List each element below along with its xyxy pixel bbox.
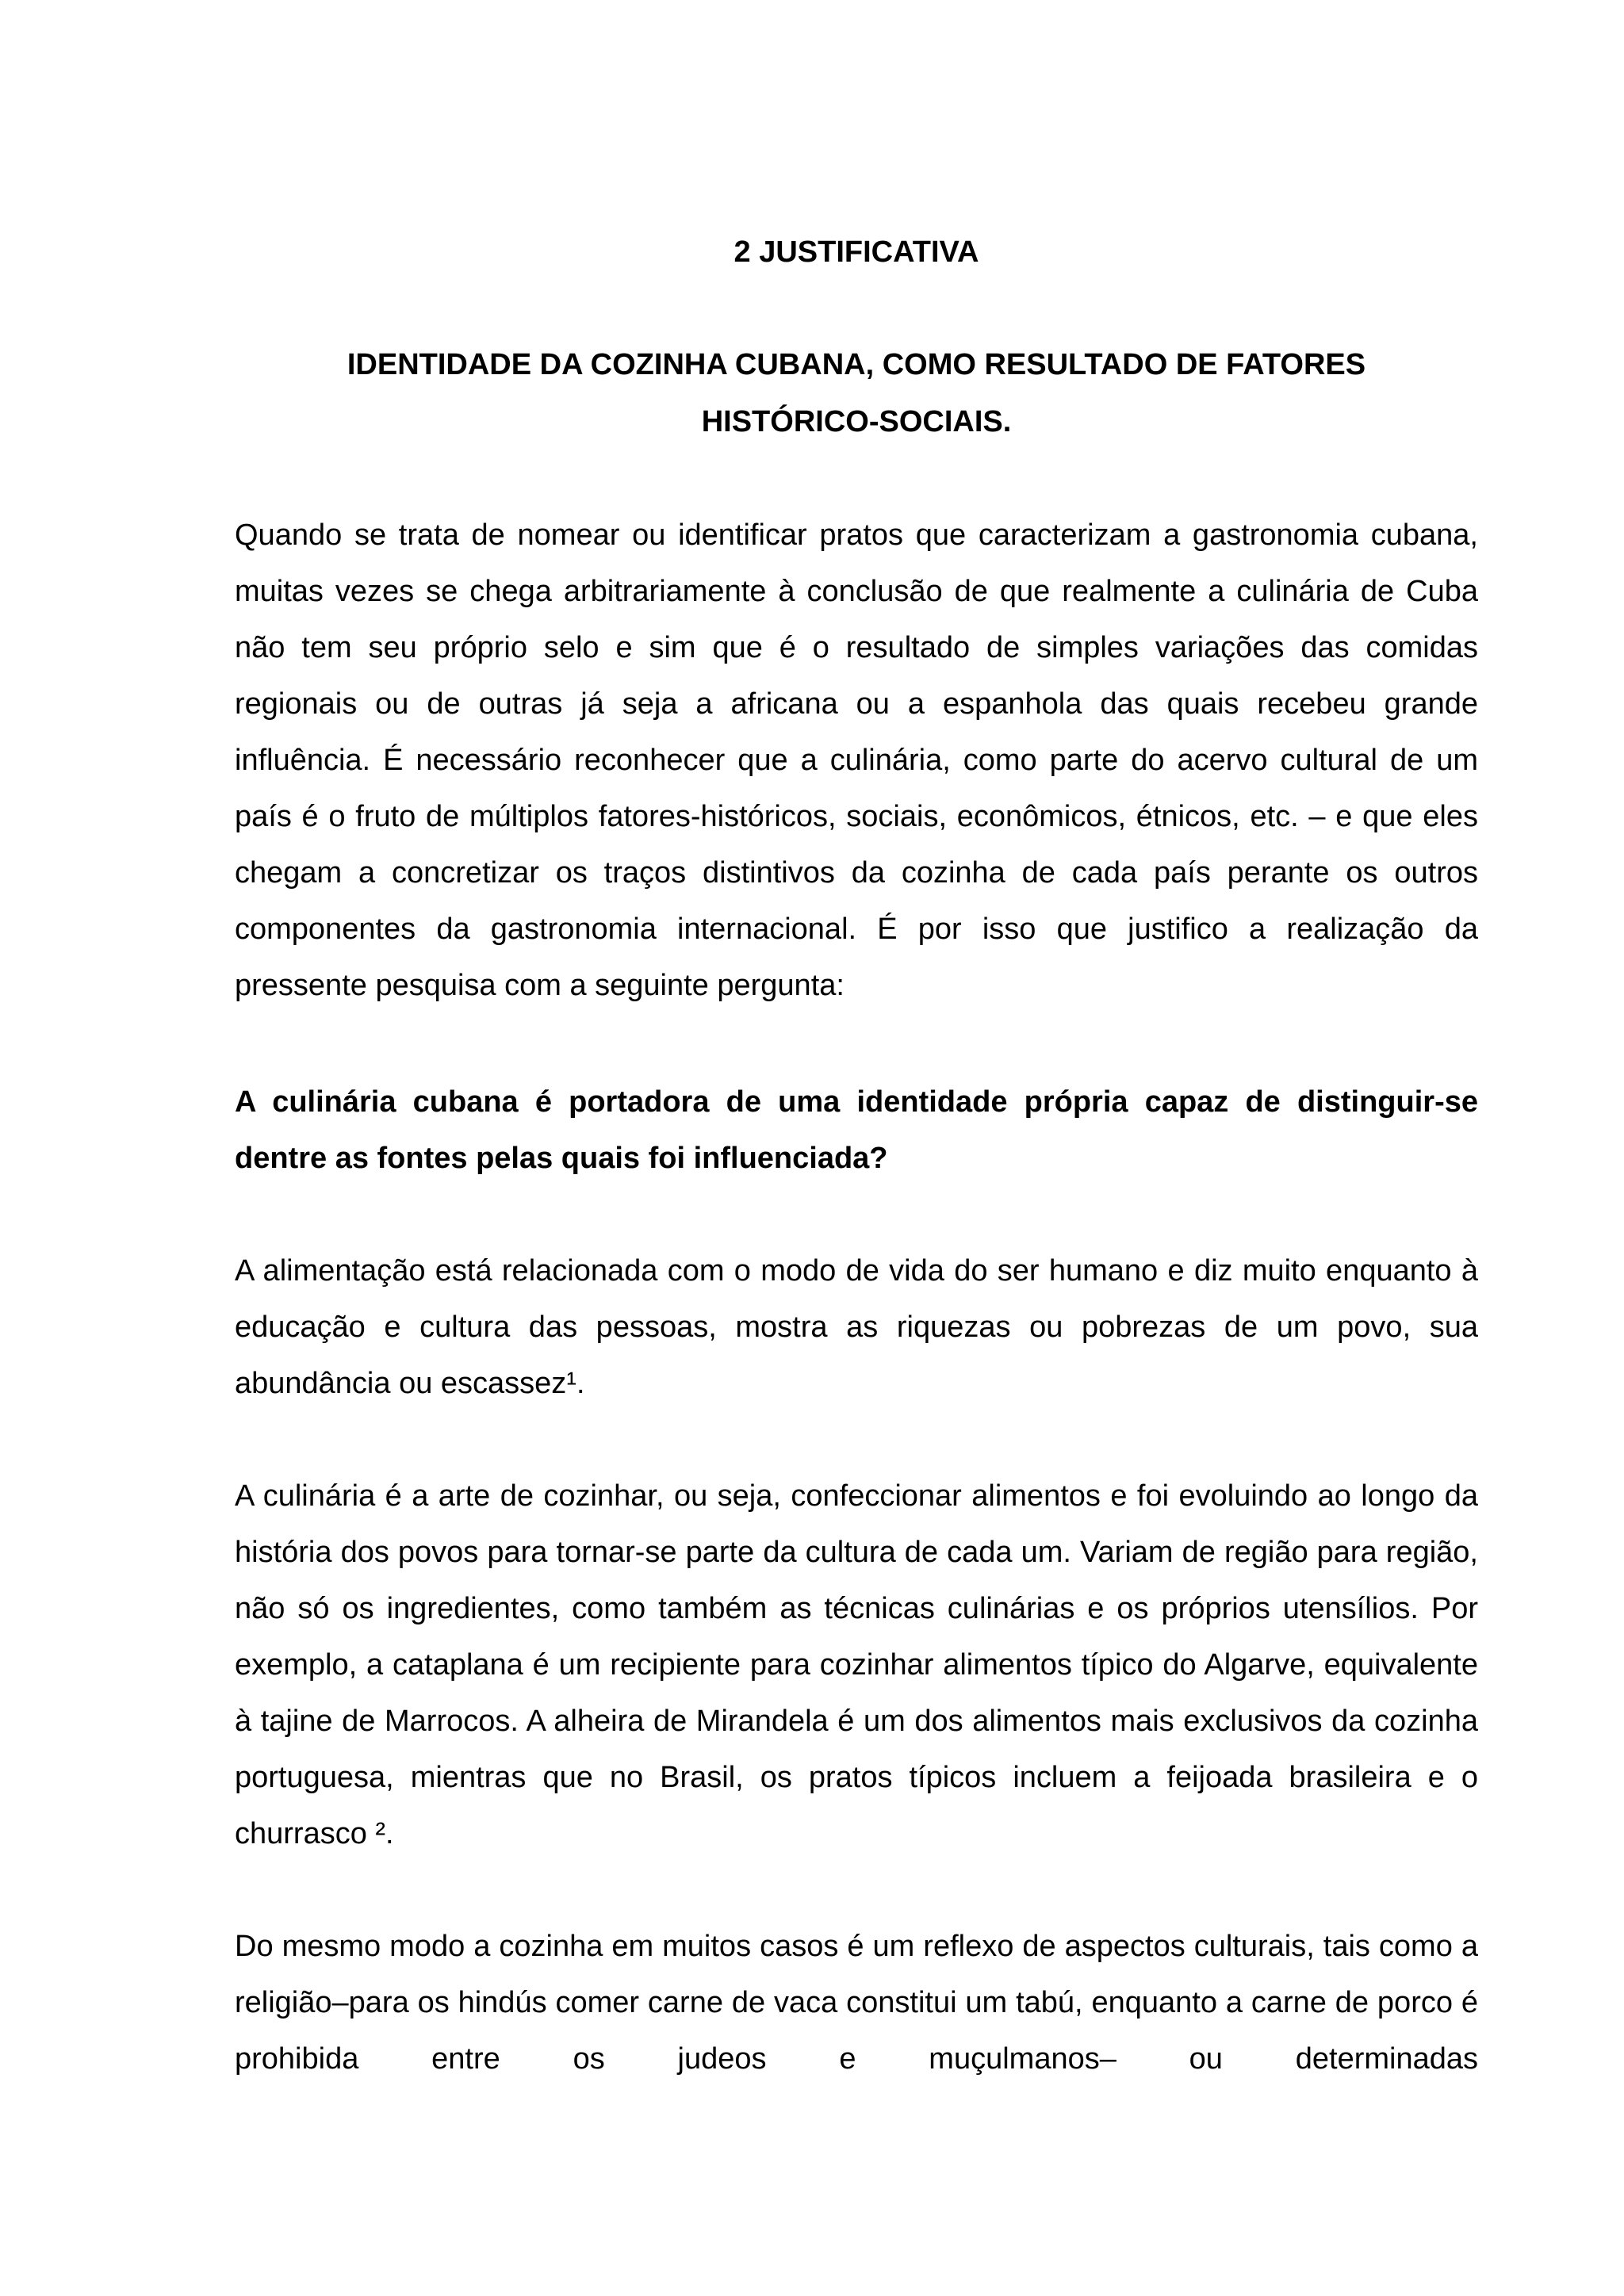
subtitle-line-1: IDENTIDADE DA COZINHA CUBANA, COMO RESULTADO DE FATORES [347,348,1366,381]
paragraph-culinaria: A culinária é a arte de cozinhar, ou seja, confeccionar alimentos e foi evoluindo ao longo da história dos povos para tornar-se parte da cultura de cada um. Variam de região para região, não só os ingredientes, como também as técnicas culinárias e os próprios utensílios. Por exemplo, a cataplana é um recipiente para cozinhar alimentos típico do Algarve, equivalente à tajine de Marrocos. A alheira de Mirandela é um dos alimentos mais exclusivos da cozinha portuguesa, mientras que no Brasil, os pratos típicos incluem a feijoada brasileira e o churrasco ². [235,1479,1478,1850]
paragraph-alimentacao: A alimentação está relacionada com o modo de vida do ser humano e diz muito enquanto à educação e cultura das pessoas, mostra as riquezas ou pobrezas de um povo, sua abundância ou escassez¹. [235,1254,1478,1400]
subtitle-line-2: HISTÓRICO-SOCIAIS. [701,405,1012,438]
paragraph-cultural-aspects: Do mesmo modo a cozinha em muitos casos é um reflexo de aspectos culturais, tais como a religião–para os hindús comer carne de vaca constitui um tabú, enquanto a carne de porco é prohibida entre os judeos e muçulmanos– ou determinadas [235,1930,1478,2076]
paragraph-introduction: Quando se trata de nomear ou identificar pratos que caracterizam a gastronomia cubana, muitas vezes se chega arbitrariamente à conclusão de que realmente a culinária de Cuba não tem seu próprio selo e sim que é o resultado de simples variações das comidas regionais ou de outras já seja a africana ou a espanhola das quais recebeu grande influência. É necessário reconhecer que a culinária, como parte do acervo cultural de um país é o fruto de múltiplos fatores-históricos, sociais, econômicos, étnicos, etc. – e que eles chegam a concretizar os traços distintivos da cozinha de cada país perante os outros componentes da gastronomia internacional. É por isso que justifico a realização da pressente pesquisa com a seguinte pergunta: [235,519,1478,1002]
section-title: 2 JUSTIFICATIVA [733,235,979,269]
research-question: A culinária cubana é portadora de uma identidade própria capaz de distinguir-se dentre as fontes pelas quais foi influenciada? [235,1085,1478,1175]
